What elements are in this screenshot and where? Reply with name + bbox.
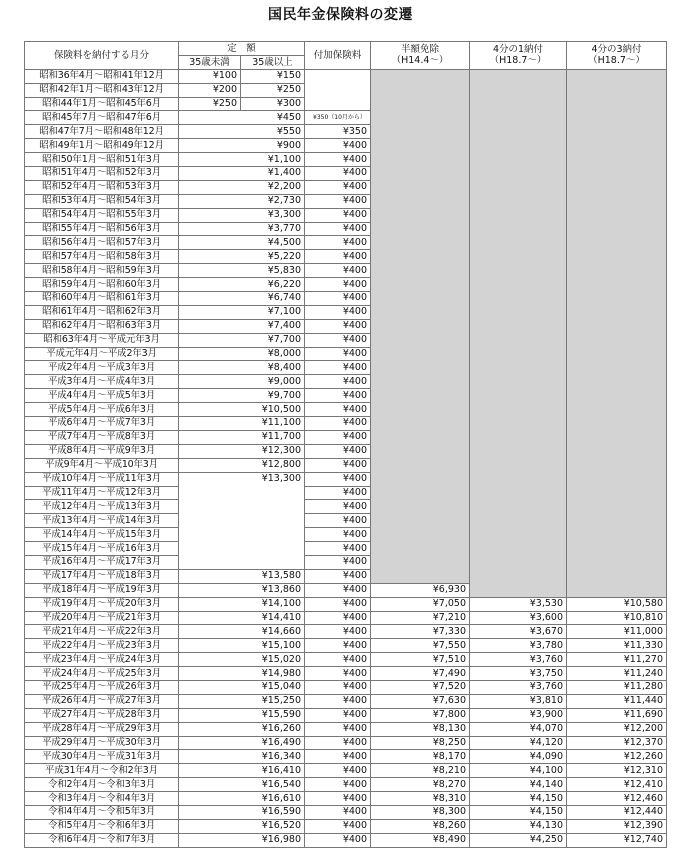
table-row xyxy=(25,792,667,806)
quarter3-cell: ¥11,280 xyxy=(567,680,667,694)
hangaku-cell: ¥7,800 xyxy=(371,708,470,722)
period-cell: 平成24年4月〜平成25年3月 xyxy=(25,667,179,681)
table-row xyxy=(25,680,667,694)
hangaku-cell: ¥7,330 xyxy=(371,625,470,639)
table-body xyxy=(25,69,667,847)
unavailable-cell xyxy=(470,69,567,597)
period-cell: 平成23年4月〜平成24年3月 xyxy=(25,653,179,667)
period-cell: 昭和54年4月〜昭和55年3月 xyxy=(25,208,179,222)
period-cell: 昭和59年4月〜昭和60年3月 xyxy=(25,278,179,292)
hangaku-cell: ¥8,170 xyxy=(371,750,470,764)
fuka-cell: ¥400 xyxy=(305,736,371,750)
header-period: 保険料を納付する月分 xyxy=(25,42,179,70)
table-row xyxy=(25,611,667,625)
fuka-cell: ¥400 xyxy=(305,597,371,611)
table-row xyxy=(25,639,667,653)
header-hangaku-sub: （H14.4〜） xyxy=(391,55,449,67)
over35-cell: ¥250 xyxy=(241,83,305,97)
period-cell: 平成14年4月〜平成15年3月 xyxy=(25,528,179,542)
unavailable-cell xyxy=(567,69,667,597)
amount-cell: ¥6,740 xyxy=(179,292,305,306)
fuka-note-cell: ¥350（10月から） xyxy=(305,111,371,125)
period-cell: 平成31年4月〜令和2年3月 xyxy=(25,764,179,778)
unavailable-cell xyxy=(371,69,470,583)
quarter3-cell: ¥12,740 xyxy=(567,833,667,847)
fuka-cell: ¥400 xyxy=(305,305,371,319)
period-cell: 平成21年4月〜平成22年3月 xyxy=(25,625,179,639)
fuka-cell: ¥400 xyxy=(305,722,371,736)
period-cell: 平成15年4月〜平成16年3月 xyxy=(25,542,179,556)
period-cell: 平成28年4月〜平成29年3月 xyxy=(25,722,179,736)
amount-cell: ¥11,100 xyxy=(179,417,305,431)
fuka-cell: ¥400 xyxy=(305,792,371,806)
header-fuka: 付加保険料 xyxy=(305,42,371,70)
under35-cell: ¥100 xyxy=(179,69,241,83)
amount-cell: ¥3,300 xyxy=(179,208,305,222)
period-cell: 昭和57年4月〜昭和58年3月 xyxy=(25,250,179,264)
hangaku-cell: ¥8,260 xyxy=(371,819,470,833)
page-title: 国民年金保険料の変遷 xyxy=(268,7,413,23)
amount-cell: ¥16,490 xyxy=(179,736,305,750)
quarter1-cell: ¥3,760 xyxy=(470,680,567,694)
amount-cell: ¥15,040 xyxy=(179,680,305,694)
quarter3-cell: ¥11,440 xyxy=(567,694,667,708)
header-quarter1-label: 4分の1納付 xyxy=(492,44,544,56)
amount-cell: ¥8,000 xyxy=(179,347,305,361)
period-cell: 平成7年4月〜平成8年3月 xyxy=(25,430,179,444)
header-quarter3-sub: （H18.7〜） xyxy=(588,55,645,67)
period-cell: 平成6年4月〜平成7年3月 xyxy=(25,417,179,431)
amount-cell: ¥1,100 xyxy=(179,153,305,167)
fuka-cell: ¥400 xyxy=(305,625,371,639)
quarter3-cell: ¥11,330 xyxy=(567,639,667,653)
table-row xyxy=(25,778,667,792)
hangaku-cell: ¥7,520 xyxy=(371,680,470,694)
hangaku-cell: ¥8,210 xyxy=(371,764,470,778)
hangaku-cell: ¥7,050 xyxy=(371,597,470,611)
amount-cell: ¥900 xyxy=(179,139,305,153)
period-cell: 平成22年4月〜平成23年3月 xyxy=(25,639,179,653)
amount-merged-cell: ¥13,300 xyxy=(179,472,305,569)
fuka-cell: ¥400 xyxy=(305,680,371,694)
fuka-cell: ¥400 xyxy=(305,694,371,708)
period-cell: 昭和49年1月〜昭和49年12月 xyxy=(25,139,179,153)
fuka-cell: ¥400 xyxy=(305,819,371,833)
header-teigaku: 定 額 xyxy=(179,42,305,56)
period-cell: 昭和62年4月〜昭和63年3月 xyxy=(25,319,179,333)
amount-cell: ¥16,540 xyxy=(179,778,305,792)
quarter3-cell: ¥12,390 xyxy=(567,819,667,833)
period-cell: 昭和60年4月〜昭和61年3月 xyxy=(25,292,179,306)
period-cell: 令和2年4月〜令和3年3月 xyxy=(25,778,179,792)
amount-cell: ¥16,590 xyxy=(179,805,305,819)
quarter1-cell: ¥4,090 xyxy=(470,750,567,764)
fuka-cell: ¥400 xyxy=(305,403,371,417)
hangaku-cell: ¥8,250 xyxy=(371,736,470,750)
period-cell: 平成9年4月〜平成10年3月 xyxy=(25,458,179,472)
period-cell: 平成20年4月〜平成21年3月 xyxy=(25,611,179,625)
amount-cell: ¥550 xyxy=(179,125,305,139)
amount-cell: ¥9,000 xyxy=(179,375,305,389)
period-cell: 令和4年4月〜令和5年3月 xyxy=(25,805,179,819)
period-cell: 昭和50年1月〜昭和51年3月 xyxy=(25,153,179,167)
table-row xyxy=(25,764,667,778)
fuka-cell: ¥400 xyxy=(305,514,371,528)
fuka-cell: ¥400 xyxy=(305,805,371,819)
period-cell: 令和6年4月〜令和7年3月 xyxy=(25,833,179,847)
period-cell: 昭和36年4月〜昭和41年12月 xyxy=(25,69,179,83)
quarter1-cell: ¥3,750 xyxy=(470,667,567,681)
hangaku-cell: ¥7,210 xyxy=(371,611,470,625)
hangaku-cell: ¥6,930 xyxy=(371,583,470,597)
quarter1-cell: ¥4,100 xyxy=(470,764,567,778)
hangaku-cell: ¥7,490 xyxy=(371,667,470,681)
period-cell: 令和5年4月〜令和6年3月 xyxy=(25,819,179,833)
table-row xyxy=(25,69,667,83)
header-over35: 35歳以上 xyxy=(241,55,305,69)
amount-cell: ¥16,410 xyxy=(179,764,305,778)
quarter3-cell: ¥12,370 xyxy=(567,736,667,750)
period-cell: 昭和51年4月〜昭和52年3月 xyxy=(25,167,179,181)
fuka-cell: ¥400 xyxy=(305,542,371,556)
period-cell: 平成2年4月〜平成3年3月 xyxy=(25,361,179,375)
fuka-cell: ¥400 xyxy=(305,389,371,403)
fuka-cell: ¥400 xyxy=(305,458,371,472)
header-hangaku xyxy=(371,42,470,70)
amount-cell: ¥15,590 xyxy=(179,708,305,722)
fuka-cell: ¥400 xyxy=(305,139,371,153)
period-cell: 昭和53年4月〜昭和54年3月 xyxy=(25,194,179,208)
fuka-cell: ¥400 xyxy=(305,153,371,167)
amount-cell: ¥7,400 xyxy=(179,319,305,333)
amount-cell: ¥450 xyxy=(179,111,305,125)
amount-cell: ¥16,340 xyxy=(179,750,305,764)
header-quarter1 xyxy=(470,42,567,70)
period-cell: 昭和44年1月〜昭和45年6月 xyxy=(25,97,179,111)
fuka-cell: ¥400 xyxy=(305,569,371,583)
amount-cell: ¥15,100 xyxy=(179,639,305,653)
quarter3-cell: ¥11,240 xyxy=(567,667,667,681)
header-quarter3-label: 4分の3納付 xyxy=(591,44,642,56)
amount-cell: ¥15,020 xyxy=(179,653,305,667)
fuka-cell: ¥400 xyxy=(305,472,371,486)
amount-cell: ¥9,700 xyxy=(179,389,305,403)
period-cell: 昭和63年4月〜平成元年3月 xyxy=(25,333,179,347)
period-cell: 昭和45年7月〜昭和47年6月 xyxy=(25,111,179,125)
period-cell: 昭和47年7月〜昭和48年12月 xyxy=(25,125,179,139)
quarter3-cell: ¥11,270 xyxy=(567,653,667,667)
amount-cell: ¥16,520 xyxy=(179,819,305,833)
quarter3-cell: ¥12,260 xyxy=(567,750,667,764)
amount-cell: ¥12,300 xyxy=(179,444,305,458)
period-cell: 平成12年4月〜平成13年3月 xyxy=(25,500,179,514)
period-cell: 平成元年4月〜平成2年3月 xyxy=(25,347,179,361)
period-cell: 令和3年4月〜令和4年3月 xyxy=(25,792,179,806)
amount-cell: ¥6,220 xyxy=(179,278,305,292)
fuka-cell: ¥400 xyxy=(305,611,371,625)
amount-cell: ¥11,700 xyxy=(179,430,305,444)
fuka-cell: ¥400 xyxy=(305,750,371,764)
table-row xyxy=(25,597,667,611)
period-cell: 平成5年4月〜平成6年3月 xyxy=(25,403,179,417)
quarter1-cell: ¥3,530 xyxy=(470,597,567,611)
amount-cell: ¥16,260 xyxy=(179,722,305,736)
hangaku-cell: ¥7,510 xyxy=(371,653,470,667)
amount-cell: ¥13,580 xyxy=(179,569,305,583)
amount-cell: ¥2,730 xyxy=(179,194,305,208)
quarter1-cell: ¥4,150 xyxy=(470,805,567,819)
under35-cell: ¥250 xyxy=(179,97,241,111)
quarter1-cell: ¥4,120 xyxy=(470,736,567,750)
quarter3-cell: ¥12,460 xyxy=(567,792,667,806)
table-row xyxy=(25,653,667,667)
fuka-cell: ¥400 xyxy=(305,167,371,181)
table-row xyxy=(25,708,667,722)
hangaku-cell: ¥7,630 xyxy=(371,694,470,708)
period-cell: 昭和61年4月〜昭和62年3月 xyxy=(25,305,179,319)
period-cell: 昭和56年4月〜昭和57年3月 xyxy=(25,236,179,250)
header-under35: 35歳未満 xyxy=(179,55,241,69)
quarter1-cell: ¥3,600 xyxy=(470,611,567,625)
quarter3-cell: ¥10,810 xyxy=(567,611,667,625)
fuka-cell: ¥400 xyxy=(305,653,371,667)
fuka-cell: ¥400 xyxy=(305,208,371,222)
amount-cell: ¥14,410 xyxy=(179,611,305,625)
fuka-cell: ¥400 xyxy=(305,194,371,208)
amount-cell: ¥4,500 xyxy=(179,236,305,250)
amount-cell: ¥7,700 xyxy=(179,333,305,347)
period-cell: 平成18年4月〜平成19年3月 xyxy=(25,583,179,597)
quarter1-cell: ¥4,070 xyxy=(470,722,567,736)
period-cell: 平成25年4月〜平成26年3月 xyxy=(25,680,179,694)
quarter1-cell: ¥3,810 xyxy=(470,694,567,708)
amount-cell: ¥5,220 xyxy=(179,250,305,264)
quarter1-cell: ¥4,130 xyxy=(470,819,567,833)
period-cell: 平成16年4月〜平成17年3月 xyxy=(25,555,179,569)
header-quarter1-sub: （H18.7〜） xyxy=(489,55,547,67)
table-row xyxy=(25,819,667,833)
amount-cell: ¥14,980 xyxy=(179,667,305,681)
amount-cell: ¥16,980 xyxy=(179,833,305,847)
fuka-cell: ¥400 xyxy=(305,180,371,194)
hangaku-cell: ¥7,550 xyxy=(371,639,470,653)
fuka-cell: ¥400 xyxy=(305,417,371,431)
fuka-cell: ¥400 xyxy=(305,333,371,347)
fuka-cell: ¥400 xyxy=(305,444,371,458)
fuka-cell: ¥400 xyxy=(305,361,371,375)
fuka-cell: ¥400 xyxy=(305,764,371,778)
period-cell: 平成3年4月〜平成4年3月 xyxy=(25,375,179,389)
period-cell: 平成11年4月〜平成12年3月 xyxy=(25,486,179,500)
header-hangaku-label: 半額免除 xyxy=(401,44,440,56)
amount-cell: ¥15,250 xyxy=(179,694,305,708)
table-row xyxy=(25,750,667,764)
quarter3-cell: ¥12,200 xyxy=(567,722,667,736)
amount-cell: ¥3,770 xyxy=(179,222,305,236)
amount-cell: ¥14,660 xyxy=(179,625,305,639)
period-cell: 平成13年4月〜平成14年3月 xyxy=(25,514,179,528)
fuka-cell: ¥400 xyxy=(305,319,371,333)
fuka-cell: ¥400 xyxy=(305,292,371,306)
hangaku-cell: ¥8,130 xyxy=(371,722,470,736)
amount-cell: ¥14,100 xyxy=(179,597,305,611)
amount-cell: ¥16,610 xyxy=(179,792,305,806)
under35-cell: ¥200 xyxy=(179,83,241,97)
hangaku-cell: ¥8,270 xyxy=(371,778,470,792)
quarter3-cell: ¥11,000 xyxy=(567,625,667,639)
period-cell: 平成10年4月〜平成11年3月 xyxy=(25,472,179,486)
fuka-cell: ¥400 xyxy=(305,222,371,236)
fuka-empty-cell xyxy=(305,69,371,111)
fuka-cell: ¥400 xyxy=(305,430,371,444)
fuka-cell: ¥400 xyxy=(305,278,371,292)
fuka-cell: ¥400 xyxy=(305,555,371,569)
fuka-cell: ¥400 xyxy=(305,250,371,264)
period-cell: 昭和58年4月〜昭和59年3月 xyxy=(25,264,179,278)
table-row xyxy=(25,625,667,639)
period-cell: 平成30年4月〜平成31年3月 xyxy=(25,750,179,764)
fuka-cell: ¥400 xyxy=(305,667,371,681)
period-cell: 平成29年4月〜平成30年3月 xyxy=(25,736,179,750)
period-cell: 昭和52年4月〜昭和53年3月 xyxy=(25,180,179,194)
fuka-cell: ¥400 xyxy=(305,528,371,542)
period-cell: 平成17年4月〜平成18年3月 xyxy=(25,569,179,583)
table-row xyxy=(25,694,667,708)
quarter1-cell: ¥4,140 xyxy=(470,778,567,792)
amount-cell: ¥1,400 xyxy=(179,167,305,181)
period-cell: 平成4年4月〜平成5年3月 xyxy=(25,389,179,403)
amount-cell: ¥12,800 xyxy=(179,458,305,472)
premium-history-table xyxy=(24,41,667,848)
over35-cell: ¥300 xyxy=(241,97,305,111)
table-row xyxy=(25,722,667,736)
amount-cell: ¥5,830 xyxy=(179,264,305,278)
period-cell: 平成19年4月〜平成20年3月 xyxy=(25,597,179,611)
period-cell: 平成8年4月〜平成9年3月 xyxy=(25,444,179,458)
table-row xyxy=(25,736,667,750)
hangaku-cell: ¥8,300 xyxy=(371,805,470,819)
table-row xyxy=(25,833,667,847)
fuka-cell: ¥400 xyxy=(305,833,371,847)
quarter3-cell: ¥11,690 xyxy=(567,708,667,722)
amount-cell: ¥10,500 xyxy=(179,403,305,417)
period-cell: 平成26年4月〜平成27年3月 xyxy=(25,694,179,708)
hangaku-cell: ¥8,490 xyxy=(371,833,470,847)
period-cell: 昭和42年1月〜昭和43年12月 xyxy=(25,83,179,97)
fuka-cell: ¥400 xyxy=(305,583,371,597)
quarter3-cell: ¥10,580 xyxy=(567,597,667,611)
table-row xyxy=(25,667,667,681)
quarter1-cell: ¥3,900 xyxy=(470,708,567,722)
quarter1-cell: ¥3,760 xyxy=(470,653,567,667)
quarter1-cell: ¥3,780 xyxy=(470,639,567,653)
fuka-cell: ¥400 xyxy=(305,236,371,250)
fuka-cell: ¥400 xyxy=(305,347,371,361)
quarter1-cell: ¥4,250 xyxy=(470,833,567,847)
period-cell: 平成27年4月〜平成28年3月 xyxy=(25,708,179,722)
quarter3-cell: ¥12,310 xyxy=(567,764,667,778)
over35-cell: ¥150 xyxy=(241,69,305,83)
quarter1-cell: ¥3,670 xyxy=(470,625,567,639)
fuka-cell: ¥400 xyxy=(305,375,371,389)
amount-cell: ¥7,100 xyxy=(179,305,305,319)
period-cell: 昭和55年4月〜昭和56年3月 xyxy=(25,222,179,236)
amount-cell: ¥2,200 xyxy=(179,180,305,194)
header-row-1 xyxy=(25,42,667,56)
header-quarter3 xyxy=(567,42,667,70)
fuka-cell: ¥400 xyxy=(305,500,371,514)
fuka-cell: ¥400 xyxy=(305,708,371,722)
amount-cell: ¥8,400 xyxy=(179,361,305,375)
quarter3-cell: ¥12,440 xyxy=(567,805,667,819)
fuka-cell: ¥400 xyxy=(305,639,371,653)
fuka-cell: ¥400 xyxy=(305,778,371,792)
fuka-cell: ¥350 xyxy=(305,125,371,139)
quarter1-cell: ¥4,150 xyxy=(470,792,567,806)
quarter3-cell: ¥12,410 xyxy=(567,778,667,792)
fuka-cell: ¥400 xyxy=(305,264,371,278)
table-row xyxy=(25,805,667,819)
fuka-cell: ¥400 xyxy=(305,486,371,500)
amount-cell: ¥13,860 xyxy=(179,583,305,597)
hangaku-cell: ¥8,310 xyxy=(371,792,470,806)
